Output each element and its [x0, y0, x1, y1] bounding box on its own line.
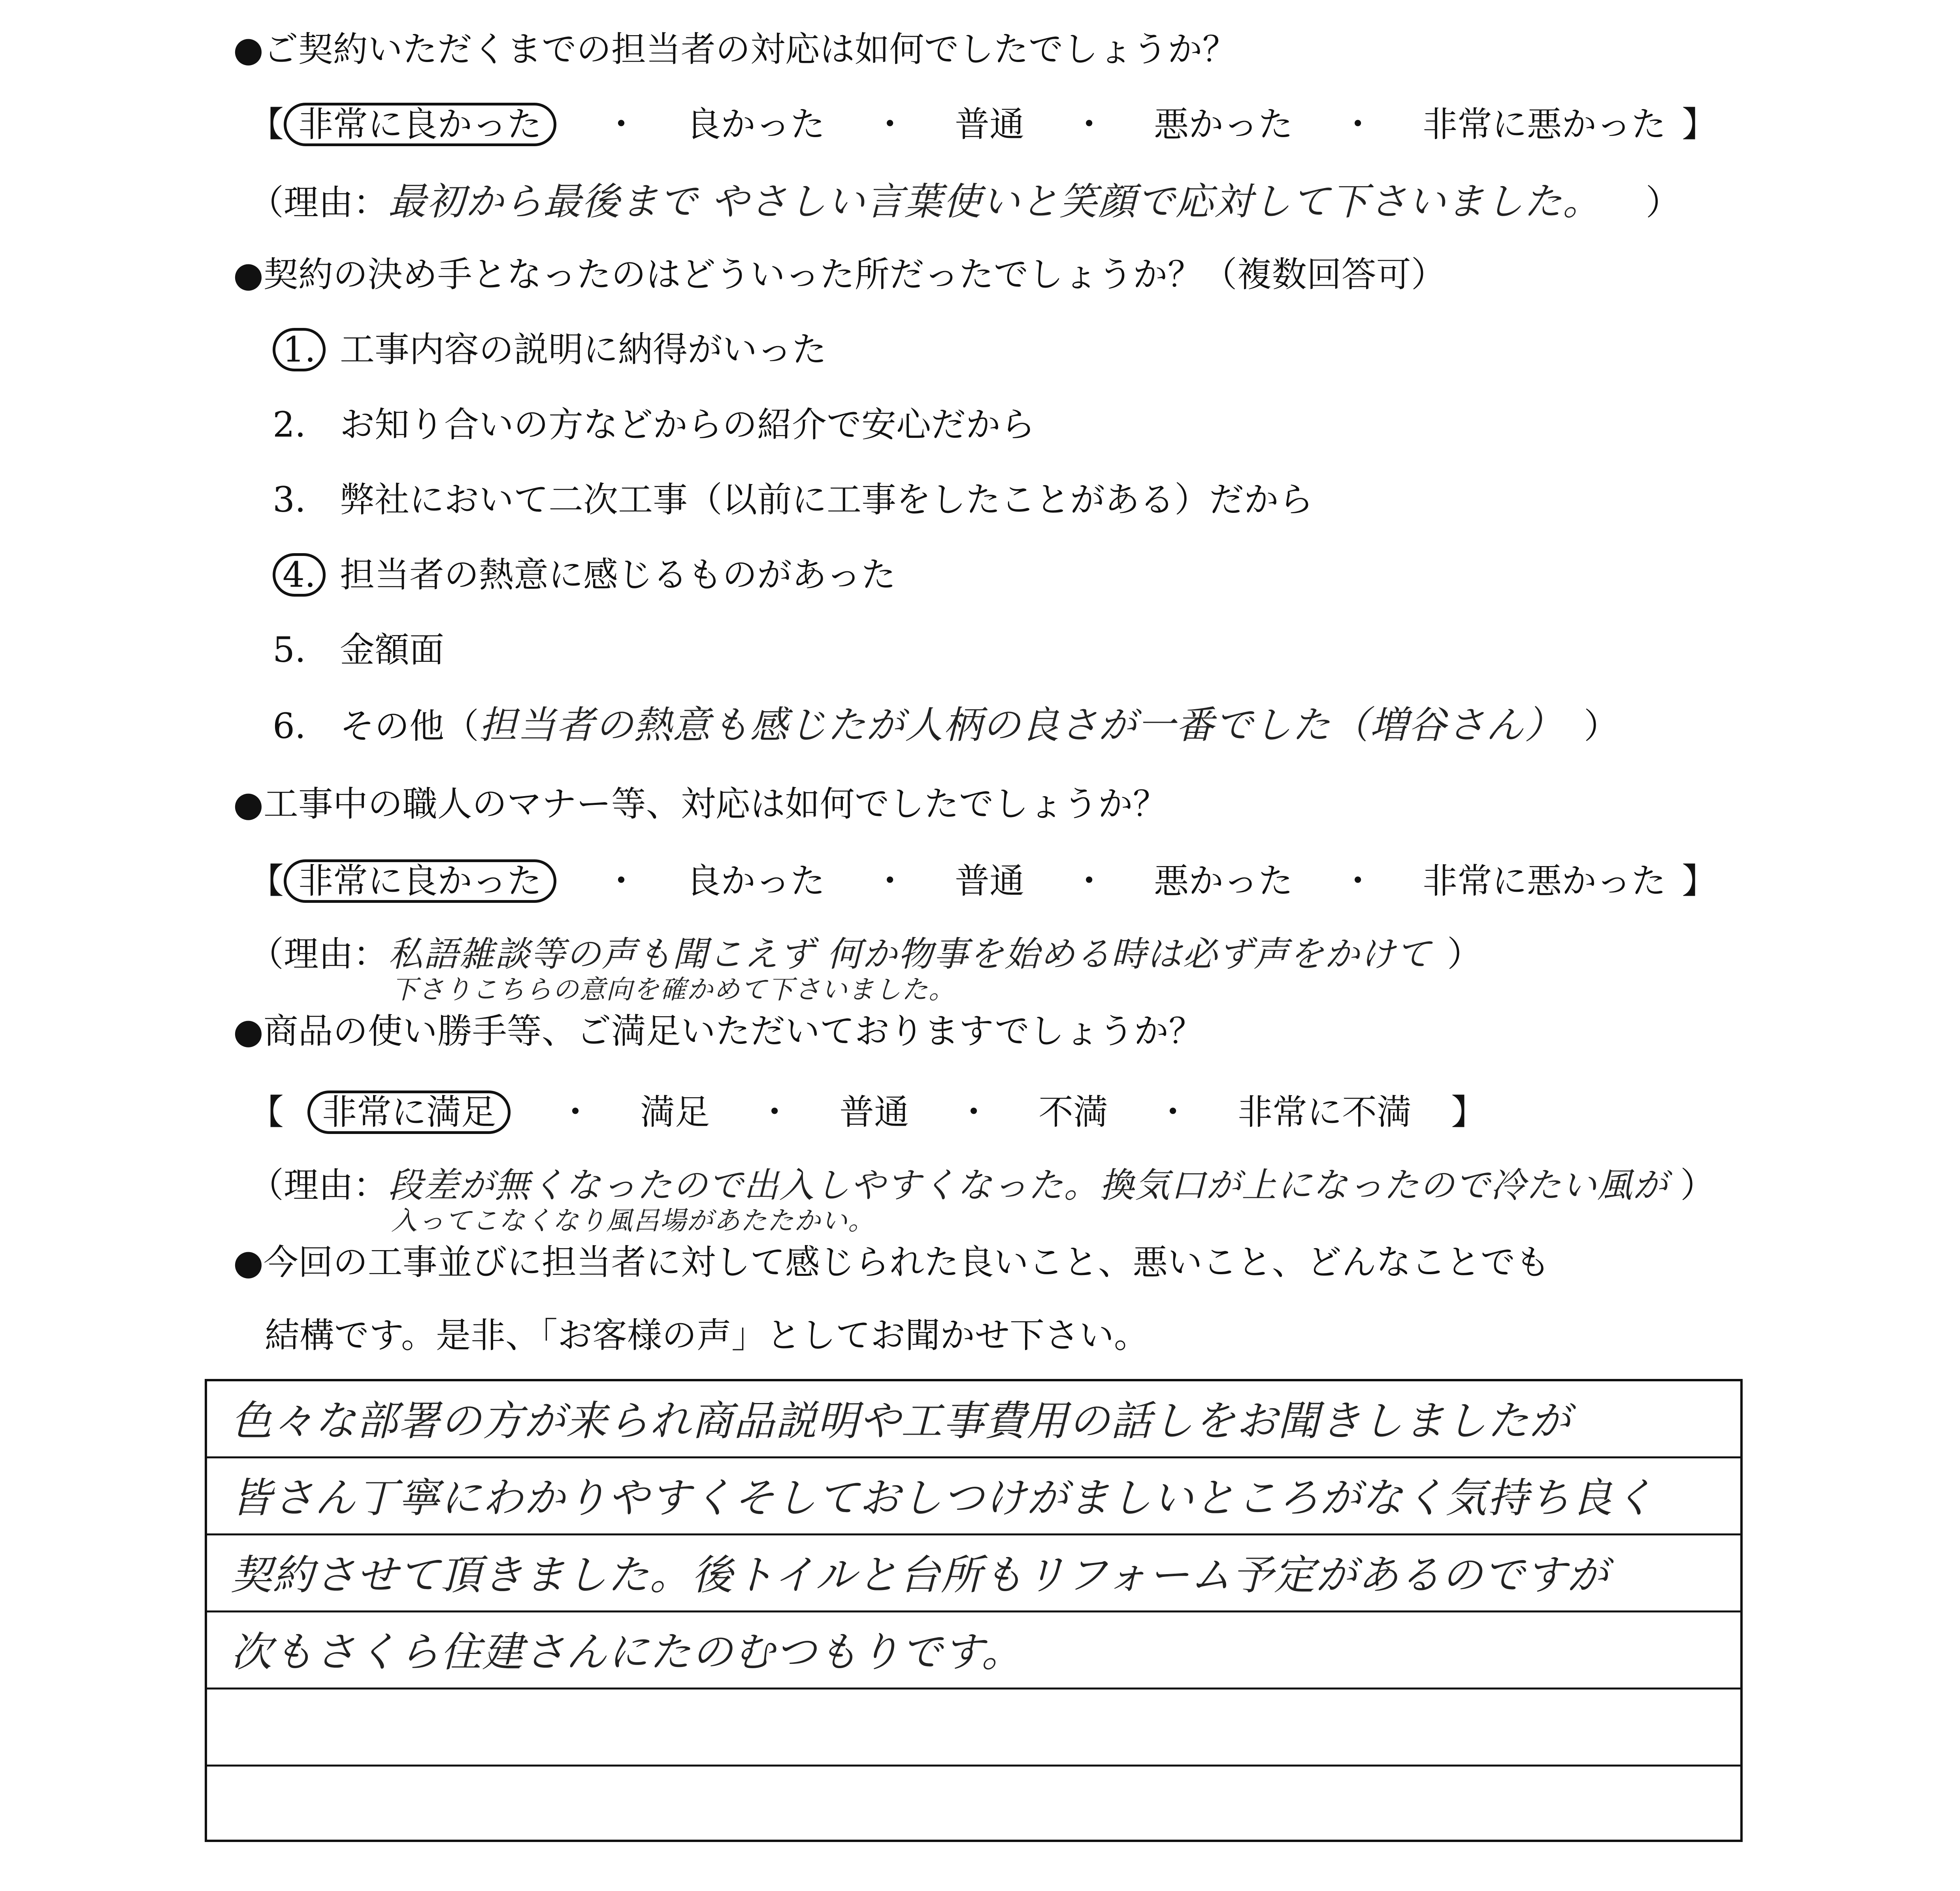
- q1-options: 【 非常に良かった ・ 良かった ・ 普通 ・ 悪かった ・ 非常に悪かった 】: [249, 103, 1717, 146]
- q1-option-very-bad[interactable]: 非常に悪かった: [1423, 104, 1666, 145]
- q5-question-line-2: 結構です。是非、「お客様の声」としてお聞かせ下さい。: [265, 1315, 1149, 1356]
- q2-item-4[interactable]: [273, 553, 896, 597]
- q2-item-5-number: 5.: [273, 629, 306, 670]
- comment-rule: [207, 1610, 1740, 1612]
- comment-rule: [207, 1533, 1740, 1535]
- q2-item-3[interactable]: [273, 478, 1314, 522]
- q2-item-1-number: 1.: [273, 328, 326, 371]
- q2-item-4-label: 担当者の熱意に感じるものがあった: [340, 554, 896, 595]
- q3-reason-text-2: 下さりこちらの意向を確かめて下さいました。: [391, 974, 956, 1005]
- comment-line-3: 契約させて頂きました。後トイルと台所もリフォーム予定があるのですが: [231, 1551, 1609, 1599]
- q2-item-2-label: お知り合いの方などからの紹介で安心だから: [340, 404, 1036, 445]
- q3-reason: （理由：私語雑談等の声も聞こえず 何か物事を始める時は必ず声をかけて ）: [249, 934, 1482, 974]
- q3-question: ●工事中の職人のマナー等、対応は如何でしたでしょうか？: [233, 784, 1168, 824]
- q2-item-6[interactable]: 6. その他（担当者の熱意も感じたが人柄の良さが一番でした（増谷さん） ）: [273, 703, 1619, 747]
- q2-item-3-label: 弊社において二次工事（以前に工事をしたことがある）だから: [340, 479, 1314, 520]
- q1-reason-text: 最初から最後まで やさしい言葉使いと笑顔で応対して下さいました。: [388, 179, 1583, 224]
- q4-question: ●商品の使い勝手等、ご満足いただいておりますでしょうか？: [233, 1011, 1204, 1051]
- comment-line-1: 色々な部署の方が来られ商品説明や工事費用の話しをお聞きしましたが: [231, 1397, 1572, 1445]
- q3-reason-text-1: 私語雑談等の声も聞こえず 何か物事を始める時は必ず声をかけて: [388, 934, 1431, 974]
- q4-option-very-satisfied[interactable]: 非常に満足: [307, 1091, 511, 1134]
- q4-reason: （理由：段差が無くなったので出入しやすくなった。換気口が上になったので冷たい風が ）: [249, 1165, 1715, 1205]
- q2-item-6-label: その他（: [340, 706, 479, 746]
- comment-rule: [207, 1688, 1740, 1689]
- comment-line-4: 次もさくら住建さんにたのむつもりです。: [231, 1628, 1023, 1676]
- q3-option-good[interactable]: 良かった: [686, 861, 825, 901]
- q1-reason: （理由：最初から最後まで やさしい言葉使いと笑顔で応対して下さいました。 ）: [249, 179, 1681, 224]
- q2-item-6-number: 6.: [273, 706, 306, 746]
- q3-option-normal[interactable]: 普通: [955, 861, 1025, 901]
- bracket-close: 】: [1682, 104, 1717, 145]
- q3-option-very-bad[interactable]: 非常に悪かった: [1423, 861, 1666, 901]
- q2-item-5-label: 金額面: [340, 629, 445, 670]
- q2-item-2-number: 2.: [273, 404, 306, 445]
- q2-item-3-number: 3.: [273, 479, 306, 520]
- comment-rule: [207, 1456, 1740, 1458]
- q1-option-normal[interactable]: 普通: [955, 104, 1025, 145]
- q3-option-bad[interactable]: 悪かった: [1154, 861, 1293, 901]
- q4-option-normal[interactable]: 普通: [839, 1092, 909, 1132]
- q5-question-line-1: ●今回の工事並びに担当者に対して感じられた良いこと、悪いこと、どんなことでも: [233, 1242, 1550, 1283]
- bracket-open: 【: [249, 104, 284, 145]
- q4-option-unsatisfied[interactable]: 不満: [1038, 1092, 1108, 1132]
- q2-item-1[interactable]: [273, 328, 827, 371]
- reason-label: （理由：: [249, 182, 388, 223]
- q4-option-very-unsatisfied[interactable]: 非常に不満: [1238, 1092, 1412, 1132]
- q4-option-satisfied[interactable]: 満足: [640, 1092, 710, 1132]
- q4-options: 【 非常に満足 ・ 満足 ・ 普通 ・ 不満 ・ 非常に不満 】: [249, 1091, 1486, 1134]
- q4-reason-text-2: 入ってこなくなり風呂場があたたかい。: [391, 1205, 875, 1236]
- q2-item-4-number: 4.: [273, 553, 326, 597]
- q2-item-2[interactable]: [273, 403, 1035, 446]
- q3-options: 【 非常に良かった ・ 良かった ・ 普通 ・ 悪かった ・ 非常に悪かった 】: [249, 859, 1717, 903]
- q1-option-bad[interactable]: 悪かった: [1154, 104, 1293, 145]
- q4-reason-text-1: 段差が無くなったので出入しやすくなった。換気口が上になったので冷たい風が: [388, 1165, 1669, 1205]
- q1-option-very-good[interactable]: 非常に良かった: [284, 103, 556, 146]
- q2-question: ●契約の決め手となったのはどういった所だったでしょうか？（複数回答可）: [233, 254, 1446, 295]
- q1-question: ●ご契約いただくまでの担当者の対応は如何でしたでしょうか？: [233, 29, 1237, 70]
- q3-option-very-good[interactable]: 非常に良かった: [284, 859, 556, 903]
- q2-item-1-label: 工事内容の説明に納得がいった: [340, 329, 827, 370]
- q2-item-5[interactable]: [273, 628, 444, 672]
- q1-option-good[interactable]: 良かった: [686, 104, 825, 145]
- comment-rule: [207, 1765, 1740, 1767]
- q2-other-answer: 担当者の熱意も感じたが人柄の良さが一番でした（増谷さん）: [479, 703, 1545, 747]
- comment-line-2: 皆さん丁寧にわかりやすくそしておしつけがましいところがなく気持ち良く: [231, 1474, 1655, 1522]
- comment-box[interactable]: [205, 1379, 1743, 1842]
